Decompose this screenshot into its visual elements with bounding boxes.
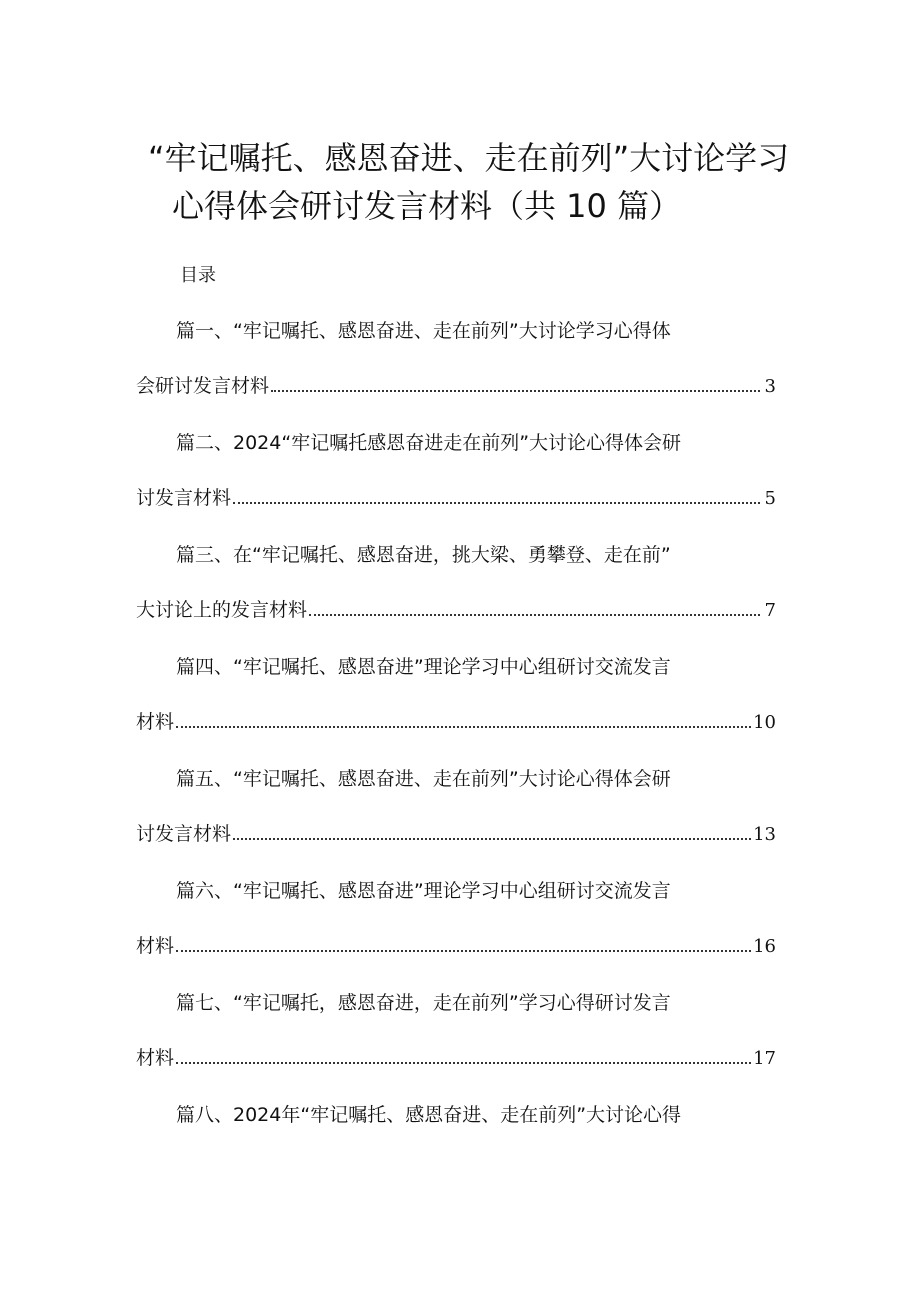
document-title-line-1: “牢记嘱托、感恩奋进、走在前列”大讨论学习 bbox=[148, 139, 790, 177]
toc-entry-7-continuation[interactable] bbox=[136, 1045, 776, 1072]
toc-entry-1-title[interactable]: 篇一、“牢记嘱托、感恩奋进、走在前列”大讨论学习心得体 bbox=[176, 320, 671, 342]
dot-leader bbox=[309, 614, 760, 616]
dot-leader bbox=[271, 390, 760, 392]
toc-entry-3-continuation[interactable] bbox=[136, 597, 776, 624]
toc-entry-5-page-number: 13 bbox=[753, 824, 776, 845]
toc-entry-1-title-continued: 会研讨发言材料 bbox=[136, 375, 270, 397]
dot-leader bbox=[233, 502, 760, 504]
toc-entry-6-title[interactable]: 篇六、“牢记嘱托、感恩奋进”理论学习中心组研讨交流发言 bbox=[176, 880, 671, 902]
toc-entry-8-title[interactable]: 篇八、2024年“牢记嘱托、感恩奋进、走在前列”大讨论心得 bbox=[176, 1104, 682, 1126]
dot-leader bbox=[176, 726, 751, 728]
toc-entry-2-page-number: 5 bbox=[764, 488, 776, 509]
toc-entry-7-title[interactable]: 篇七、“牢记嘱托，感恩奋进，走在前列”学习心得研讨发言 bbox=[176, 992, 671, 1014]
toc-entry-6-page-number: 16 bbox=[753, 936, 776, 957]
dot-leader bbox=[176, 950, 751, 952]
toc-entry-5-continuation[interactable] bbox=[136, 821, 776, 848]
toc-entry-4-title[interactable]: 篇四、“牢记嘱托、感恩奋进”理论学习中心组研讨交流发言 bbox=[176, 656, 671, 678]
toc-entry-5-title-continued: 讨发言材料 bbox=[136, 823, 232, 845]
toc-entry-7-page-number: 17 bbox=[753, 1048, 776, 1069]
dot-leader bbox=[233, 838, 751, 840]
toc-entry-3-title[interactable]: 篇三、在“牢记嘱托、感恩奋进，挑大梁、勇攀登、走在前” bbox=[176, 544, 671, 566]
toc-entry-2-title[interactable]: 篇二、2024“牢记嘱托感恩奋进走在前列”大讨论心得体会研 bbox=[176, 432, 682, 454]
toc-entry-6-title-continued: 材料 bbox=[136, 935, 175, 957]
toc-entry-1-page-number: 3 bbox=[764, 376, 776, 397]
toc-entry-5-title[interactable]: 篇五、“牢记嘱托、感恩奋进、走在前列”大讨论心得体会研 bbox=[176, 768, 671, 790]
document-title-line-2: 心得体会研讨发言材料（共 10 篇） bbox=[172, 187, 682, 225]
toc-entry-2-continuation[interactable] bbox=[136, 485, 776, 512]
toc-entry-7-title-continued: 材料 bbox=[136, 1047, 175, 1069]
toc-entry-6-continuation[interactable] bbox=[136, 933, 776, 960]
toc-entry-1-continuation[interactable] bbox=[136, 373, 776, 400]
toc-entry-3-page-number: 7 bbox=[764, 600, 776, 621]
dot-leader bbox=[176, 1062, 751, 1064]
toc-entry-2-title-continued: 讨发言材料 bbox=[136, 487, 232, 509]
toc-heading: 目录 bbox=[180, 265, 216, 286]
toc-entry-3-title-continued: 大讨论上的发言材料 bbox=[136, 599, 308, 621]
toc-entry-4-title-continued: 材料 bbox=[136, 711, 175, 733]
toc-entry-4-page-number: 10 bbox=[753, 712, 776, 733]
toc-entry-4-continuation[interactable] bbox=[136, 709, 776, 736]
